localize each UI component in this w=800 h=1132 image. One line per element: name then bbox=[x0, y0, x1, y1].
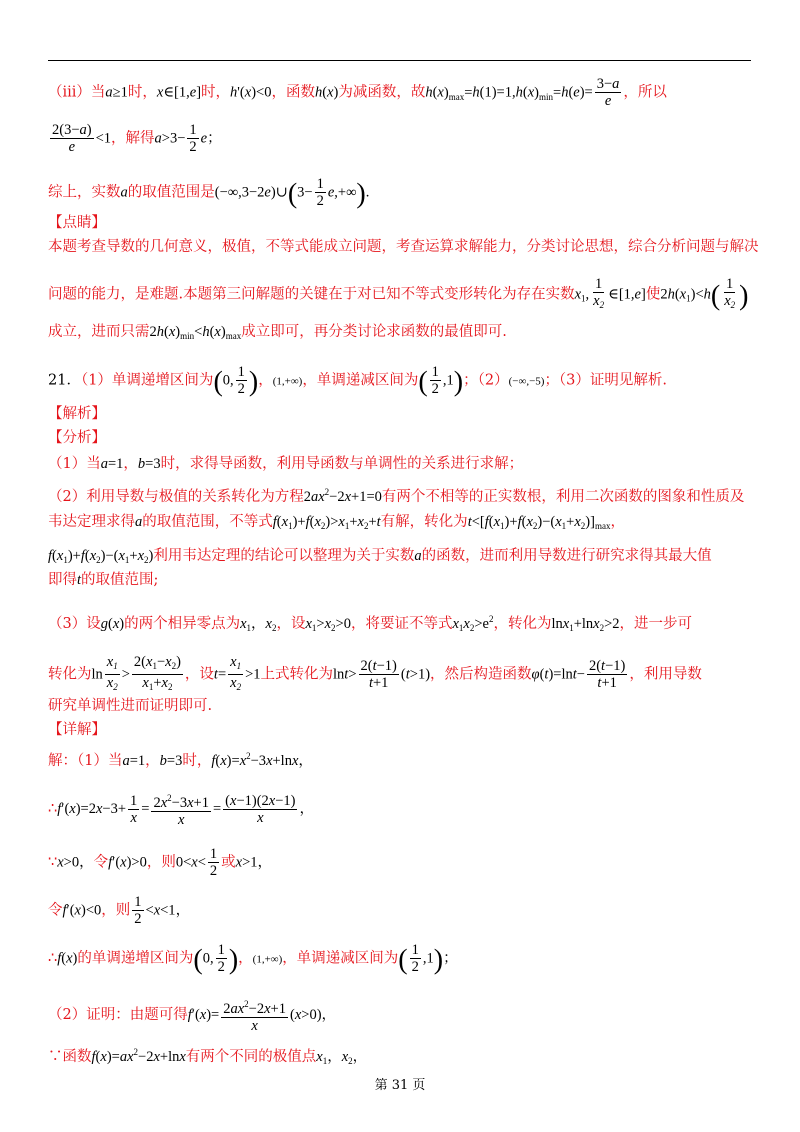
text-line: 即得t的取值范围; bbox=[48, 572, 159, 588]
text-line: 成立，进而只需$2h(x)_{min}<h(x)_{max}$成立即可，再分类讨论求函数的最值即可. bbox=[48, 324, 507, 341]
section-heading: 【详解】 bbox=[48, 722, 106, 738]
section-heading: 【解析】 bbox=[48, 406, 106, 422]
text-line: 解：（1）当a=1，b=3时，$f(x)=x^2-3x+\ln x$， bbox=[48, 751, 313, 769]
text-line: ∴f′(x)=2x−3+ $\frac{1}{x}$ = $\frac{2x^2-3x+1}{x}$ = $\frac{(x-1)(2x-1)}{x}$ ， bbox=[48, 790, 314, 828]
text-line: 韦达定理求得a的取值范围，不等式$f(x_1)+f(x_2)>x_1+x_2+t$有解，转化为$t<[f(x_1)+f(x_2)-(x_1+x_2)]_{max}$， bbox=[48, 514, 625, 531]
section-heading: 【点睛】 bbox=[48, 215, 106, 231]
text-line: （1）当a=1，b=3时，求得导函数，利用导函数与单调性的关系进行求解； bbox=[48, 456, 524, 472]
answer-line: 21．（1）单调递增区间为(0, $\frac{1}{2}$ )，(1,+∞)，单调递减区间为( $\frac{1}{2}$ ,1)；（2）(−∞,−5)；（3）证明见解析. bbox=[48, 364, 668, 398]
text-line: 综上，实数a的取值范围是(−∞,3−2e)∪(3− $\frac{1}{2}$ e,+∞). bbox=[48, 176, 370, 210]
text-line: $f(x_1)+f(x_2)-(x_1+x_2)$利用韦达定理的结论可以整理为关于实数a的函数，进而利用导数进行研究求得其最大值 bbox=[48, 548, 712, 565]
text-line: （3）设g(x)的两个相异零点为$x_1$，$x_2$，设$x_1>x_2>0$，将要证不等式$x_1x_2>e^2$，转化为lnx$_1$+lnx$_2$>2，进一步可 bbox=[48, 614, 693, 633]
text-line: （iii）当a≥1时，x∈[1,e]时，h'(x)<0，函数h(x)为减函数，故$h(x)_{max}=h(1)=1,h(x)_{min}=h(e)=$ $\frac{3-a}{e}$ ，所以 bbox=[48, 76, 667, 109]
page-number: 第 31 页 bbox=[374, 1078, 426, 1093]
text-line: （2）证明：由题可得f′(x)= $\frac{2ax^2-2x+1}{x}$ (x>0)， bbox=[48, 996, 336, 1034]
text-line: 问题的能力，是难题.本题第三问解题的关键在于对已知不等式变形转化为存在实数$x_1$, $\frac{1}{x_2}$ ∈[1,e]使$2h(x_1)<h$( $\frac{1}{x_2}$ ) bbox=[48, 276, 749, 312]
text-line: ∵函数$f(x)=ax^2-2x+\ln x$有两个不同的极值点$x_1$，$x_2$， bbox=[48, 1047, 368, 1066]
text-line: ∴f(x)的单调递增区间为(0, $\frac{1}{2}$ )，(1,+∞)，单调递减区间为( $\frac{1}{2}$ ,1)； bbox=[48, 942, 458, 976]
header-rule bbox=[48, 60, 751, 61]
section-heading: 【分析】 bbox=[48, 430, 106, 446]
text-line: 本题考查导数的几何意义，极值，不等式能成立问题，考查运算求解能力，分类讨论思想，综合分析问题与解决 bbox=[48, 239, 759, 255]
text-line: $\frac{2(3-a)}{e}$ <1，解得a>3− $\frac{1}{2}$ e； bbox=[52, 122, 222, 155]
text-line: ∵x>0，令f′(x)>0，则0<x< $\frac{1}{2}$ 或x>1， bbox=[48, 846, 273, 879]
text-line: 令f′(x)<0，则 $\frac{1}{2}$ <x<1， bbox=[48, 894, 191, 927]
text-line: 研究单调性进而证明即可. bbox=[48, 698, 213, 714]
text-line: （2）利用导数与极值的关系转化为方程$2ax^2-2x+1=0$有两个不相等的正实数根，利用二次函数的图象和性质及 bbox=[48, 487, 745, 505]
text-line: 转化为ln $\frac{x_1}{x_2}$ > $\frac{2(x_1-x_2)}{x_1+x_2}$ ，设t= $\frac{x_1}{x_2}$ >1上式转化为lnt> $\frac{2(t-1)}{t+1}$ (t>1)，然后构造函数φ(t)=lnt− $\frac{2(t-1)}{t+1}$ ，利用导数 bbox=[48, 654, 702, 692]
